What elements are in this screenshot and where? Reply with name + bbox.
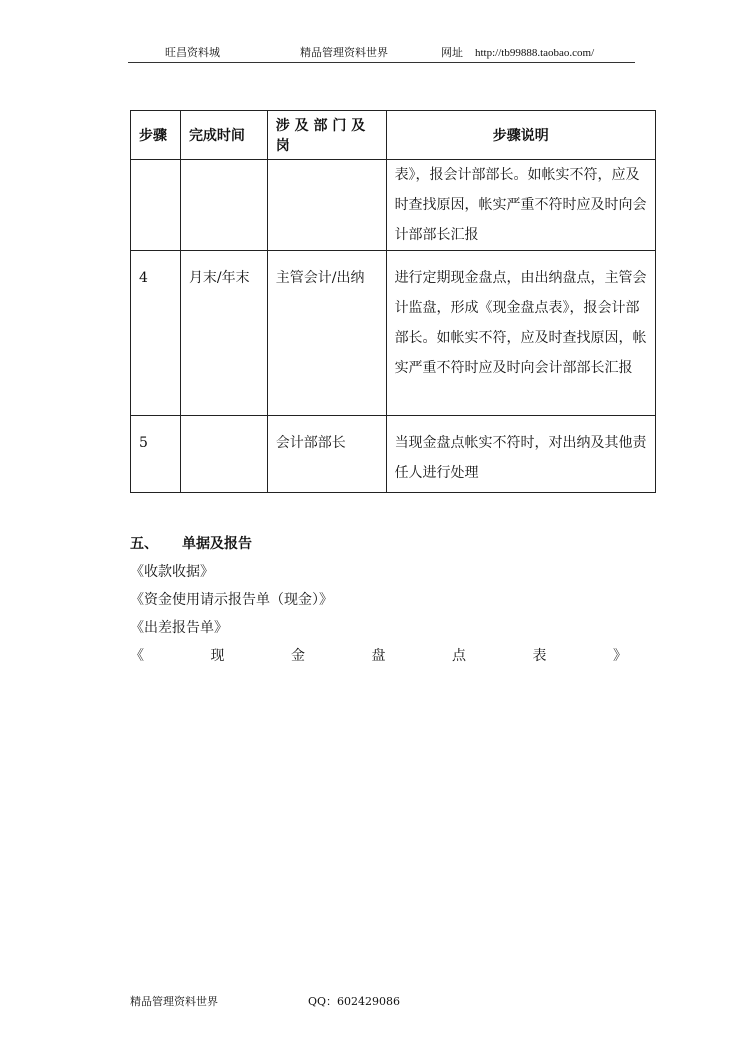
header-url: http://tb99888.taobao.com/	[475, 47, 595, 59]
header-url-label: 网址	[441, 46, 463, 59]
spread-char: 表	[532, 648, 547, 664]
document-item: 《出差报告单》	[130, 620, 228, 636]
table-row	[131, 251, 656, 416]
section-heading	[130, 530, 627, 558]
spread-char: 金	[291, 648, 305, 664]
document-item: 《收款收据》	[130, 564, 214, 580]
page-footer	[130, 993, 400, 1009]
document-item: 《资金使用请示报告单（现金）》	[130, 592, 333, 608]
cell-dept: 主管会计/出纳	[267, 251, 386, 416]
cell-step	[131, 160, 181, 251]
header-shop: 旺昌资料城	[165, 46, 220, 59]
spread-char: 》	[613, 648, 627, 664]
header-site: 精品管理资料世界	[300, 46, 388, 59]
cell-desc: 进行定期现金盘点，由出纳盘点，主管会计监盘，形成《现金盘点表》，报会计部部长。如帐实不符，应及时查找原因，帐实严重不符时应及时向会计部部长汇报	[386, 251, 655, 416]
section-title: 单据及报告	[182, 536, 252, 552]
cell-time	[180, 160, 267, 251]
col-header-time: 完成时间	[180, 111, 267, 160]
cell-time: 月末/年末	[180, 251, 267, 416]
footer-qq: QQ：602429086	[308, 995, 401, 1008]
header-url-block	[441, 44, 594, 62]
spread-char: 现	[210, 648, 225, 664]
reports-section	[130, 530, 627, 670]
cell-dept: 会计部部长	[267, 416, 386, 493]
spread-char: 《	[130, 648, 144, 664]
cell-step: 4	[131, 251, 181, 416]
table-row	[131, 160, 656, 251]
cell-step: 5	[131, 416, 181, 493]
steps-table	[130, 110, 656, 493]
col-header-desc: 步骤说明	[386, 111, 655, 160]
col-header-step: 步骤	[131, 111, 181, 160]
page-header	[128, 44, 635, 63]
document-item-spread	[130, 642, 627, 670]
spread-char: 盘	[371, 648, 386, 664]
col-header-dept: 涉 及 部 门 及 岗	[267, 111, 386, 160]
section-number: 五、	[130, 536, 158, 552]
spread-char: 点	[452, 648, 466, 664]
cell-dept	[267, 160, 386, 251]
cell-time	[180, 416, 267, 493]
table-header-row	[131, 111, 656, 160]
cell-desc: 表》，报会计部部长。如帐实不符，应及时查找原因，帐实严重不符时应及时向会计部部长汇报	[386, 160, 655, 251]
table-row	[131, 416, 656, 493]
cell-desc: 当现金盘点帐实不符时，对出纳及其他责任人进行处理	[386, 416, 655, 493]
footer-site: 精品管理资料世界	[130, 995, 218, 1008]
